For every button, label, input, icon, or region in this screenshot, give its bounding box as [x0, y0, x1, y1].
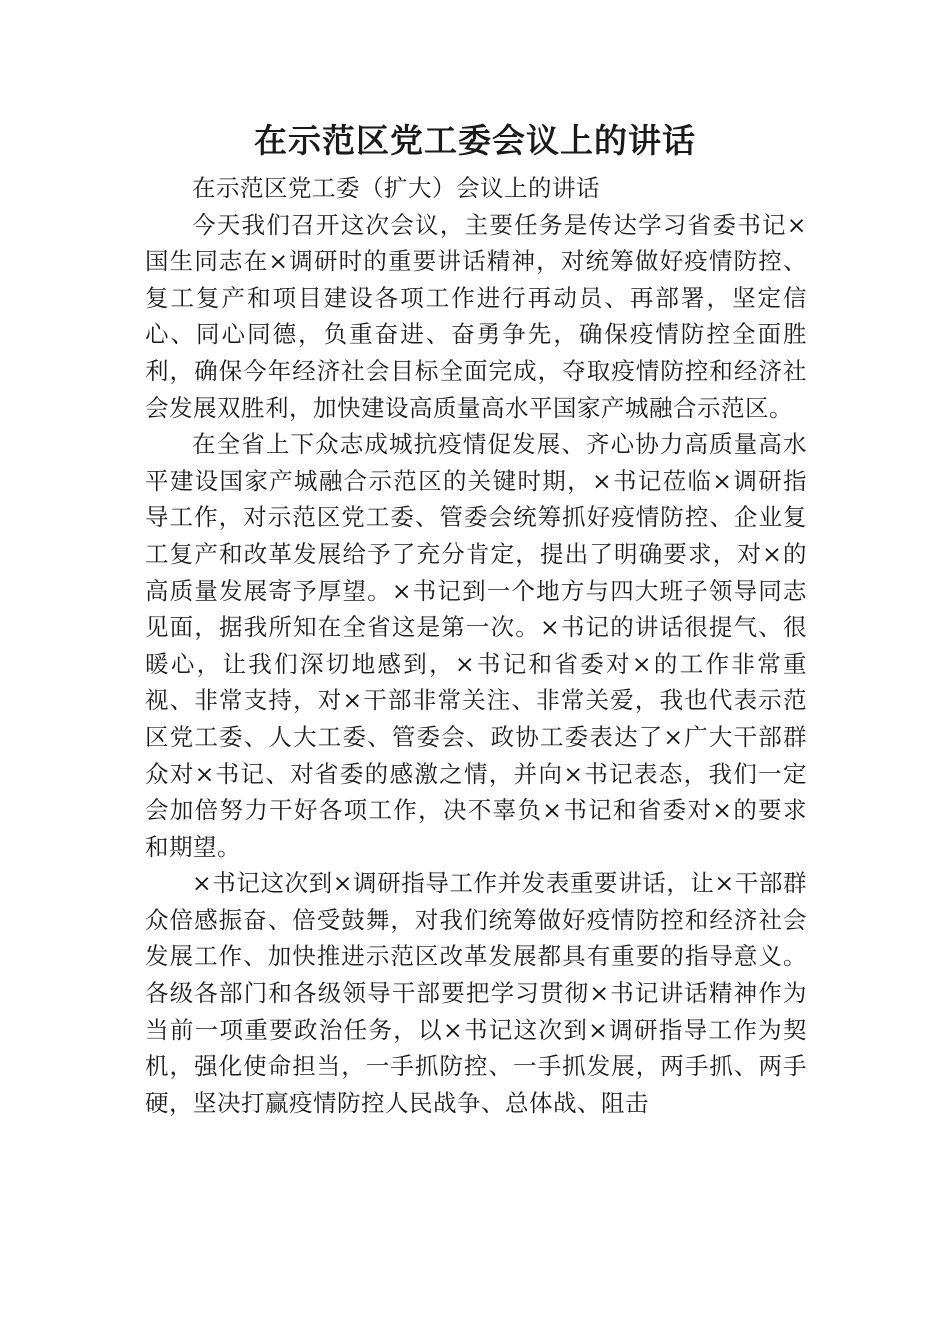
document-body [145, 170, 807, 1121]
body-paragraph: 今天我们召开这次会议，主要任务是传达学习省委书记×国生同志在×调研时的重要讲话精神，对统筹做好疫情防控、复工复产和项目建设各项工作进行再动员、再部署，坚定信心、同心同德，负重奋进、奋勇争先，确保疫情防控全面胜利，确保今年经济社会目标全面完成，夺取疫情防控和经济社会发展双胜利，加快建设高质量高水平国家产城融合示范区。 [145, 210, 807, 422]
document-title: 在示范区党工委会议上的讲话 [254, 121, 696, 160]
subtitle-paragraph: 在示范区党工委（扩大）会议上的讲话 [192, 174, 600, 202]
body-paragraph: 在全省上下众志成城抗疫情促发展、齐心协力高质量高水平建设国家产城融合示范区的关键时期，×书记莅临×调研指导工作，对示范区党工委、管委会统筹抓好疫情防控、企业复工复产和改革发展给予了充分肯定，提出了明确要求，对×的高质量发展寄予厚望。×书记到一个地方与四大班子领导同志见面，据我所知在全省这是第一次。×书记的讲话很提气、很暖心，让我们深切地感到，×书记和省委对×的工作非常重视、非常支持，对×干部非常关注、非常关爱，我也代表示范区党工委、人大工委、管委会、政协工委表达了×广大干部群众对×书记、对省委的感激之情，并向×书记表态，我们一定会加倍努力干好各项工作，决不辜负×书记和省委对×的要求和期望。 [145, 430, 807, 861]
body-paragraph: ×书记这次到×调研指导工作并发表重要讲话，让×干部群众倍感振奋、倍受鼓舞，对我们统筹做好疫情防控和经济社会发展工作、加快推进示范区改革发展都具有重要的指导意义。各级各部门和各级领导干部要把学习贯彻×书记讲话精神作为当前一项重要政治任务，以×书记这次到×调研指导工作为契机，强化使命担当，一手抓防控、一手抓发展，两手抓、两手硬，坚决打赢疫情防控人民战争、总体战、阻击 [145, 869, 807, 1117]
